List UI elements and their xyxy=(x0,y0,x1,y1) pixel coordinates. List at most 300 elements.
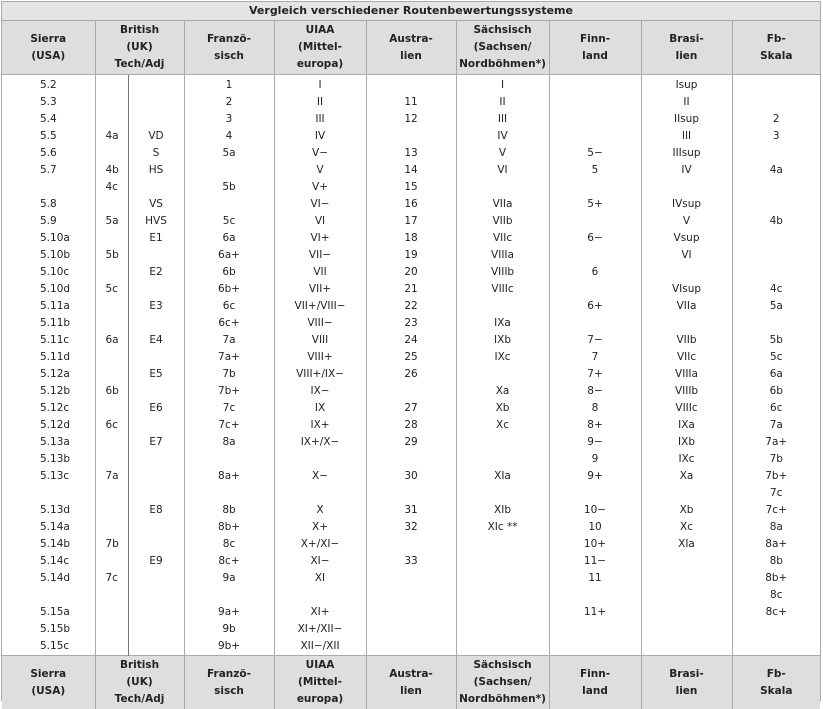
table-cell: XI+/XII− xyxy=(274,621,366,638)
table-row xyxy=(2,417,820,434)
table-cell: 5.15c xyxy=(2,638,95,656)
table-cell: S xyxy=(128,145,184,162)
header-line: Skala xyxy=(760,50,792,62)
table-cell xyxy=(366,451,456,468)
table-cell xyxy=(95,145,128,162)
table-cell: E1 xyxy=(128,230,184,247)
table-cell: 8a xyxy=(184,434,274,451)
table-cell xyxy=(184,587,274,604)
table-cell xyxy=(128,349,184,366)
table-cell: II xyxy=(456,94,549,111)
table-cell: 15 xyxy=(366,179,456,196)
table-cell xyxy=(456,553,549,570)
table-row xyxy=(2,536,820,553)
table-cell: 6a xyxy=(95,332,128,349)
table-cell: 5.12c xyxy=(2,400,95,417)
table-cell xyxy=(128,604,184,621)
table-cell: 22 xyxy=(366,298,456,315)
header-uiaa xyxy=(274,21,366,75)
table-cell: 8 xyxy=(549,400,641,417)
header-line: Tech/Adj xyxy=(115,58,165,70)
header-british xyxy=(95,21,184,75)
table-cell: E9 xyxy=(128,553,184,570)
table-cell: 5.6 xyxy=(2,145,95,162)
footer-australien xyxy=(366,656,456,709)
table-cell xyxy=(95,502,128,519)
table-cell: HVS xyxy=(128,213,184,230)
table-cell xyxy=(128,468,184,485)
table-cell: 9− xyxy=(549,434,641,451)
table-cell: 5.12b xyxy=(2,383,95,400)
table-cell: XI+ xyxy=(274,604,366,621)
table-cell: IVsup xyxy=(641,196,732,213)
table-cell xyxy=(128,570,184,587)
table-cell: 5a xyxy=(95,213,128,230)
table-cell: 9b+ xyxy=(184,638,274,656)
header-fb-skala xyxy=(732,21,820,75)
table-cell: XII−/XII xyxy=(274,638,366,656)
table-cell: VII+/VIII− xyxy=(274,298,366,315)
table-cell xyxy=(95,349,128,366)
table-cell: 5.15b xyxy=(2,621,95,638)
table-cell: VIIIb xyxy=(641,383,732,400)
table-cell: VIIIc xyxy=(641,400,732,417)
table-cell: V+ xyxy=(274,179,366,196)
table-cell: 7b xyxy=(95,536,128,553)
table-cell: 7c xyxy=(95,570,128,587)
table-row xyxy=(2,519,820,536)
table-cell: 6b xyxy=(732,383,820,400)
table-cell: VIIc xyxy=(456,230,549,247)
table-cell: 5 xyxy=(549,162,641,179)
table-row xyxy=(2,213,820,230)
footer-saechsisch xyxy=(456,656,549,709)
table-cell: V xyxy=(456,145,549,162)
table-cell xyxy=(366,128,456,145)
table-cell: 9a+ xyxy=(184,604,274,621)
header-line: (Sachsen/ xyxy=(474,676,532,688)
table-cell: 8b xyxy=(184,502,274,519)
table-cell xyxy=(456,587,549,604)
header-saechsisch xyxy=(456,21,549,75)
header-row xyxy=(2,21,820,75)
table-cell: 20 xyxy=(366,264,456,281)
table-row xyxy=(2,298,820,315)
table-row xyxy=(2,75,820,95)
header-finnland xyxy=(549,21,641,75)
table-cell: 9a xyxy=(184,570,274,587)
table-cell: IXb xyxy=(641,434,732,451)
table-cell: 10 xyxy=(549,519,641,536)
table-cell xyxy=(456,485,549,502)
table-cell: Vsup xyxy=(641,230,732,247)
table-cell xyxy=(549,621,641,638)
table-cell: 5+ xyxy=(549,196,641,213)
table-cell: IX+/X− xyxy=(274,434,366,451)
table-cell xyxy=(641,638,732,656)
table-cell xyxy=(95,604,128,621)
table-cell xyxy=(274,451,366,468)
table-cell xyxy=(549,485,641,502)
table-cell xyxy=(274,485,366,502)
table-cell: 5a xyxy=(184,145,274,162)
table-cell: 8a+ xyxy=(732,536,820,553)
table-cell: 5.13b xyxy=(2,451,95,468)
table-cell xyxy=(184,196,274,213)
table-cell xyxy=(366,638,456,656)
table-cell: 32 xyxy=(366,519,456,536)
table-cell xyxy=(732,179,820,196)
table-cell xyxy=(641,604,732,621)
table-cell: 4a xyxy=(732,162,820,179)
table-cell: 7c+ xyxy=(184,417,274,434)
table-cell: 5.11b xyxy=(2,315,95,332)
table-cell: 8c+ xyxy=(732,604,820,621)
table-cell: 6b+ xyxy=(184,281,274,298)
table-cell xyxy=(128,383,184,400)
table-cell: 5.8 xyxy=(2,196,95,213)
table-cell: 5.13d xyxy=(2,502,95,519)
table-cell: 5c xyxy=(95,281,128,298)
table-cell: 5.10b xyxy=(2,247,95,264)
table-row xyxy=(2,162,820,179)
table-cell xyxy=(128,179,184,196)
table-cell: X+/XI− xyxy=(274,536,366,553)
table-cell: 6− xyxy=(549,230,641,247)
table-cell: VIII− xyxy=(274,315,366,332)
table-cell: 16 xyxy=(366,196,456,213)
header-line: (USA) xyxy=(31,50,65,62)
table-cell xyxy=(274,587,366,604)
table-cell xyxy=(456,604,549,621)
table-row xyxy=(2,315,820,332)
table-cell: 7c xyxy=(732,485,820,502)
table-cell: IIsup xyxy=(641,111,732,128)
table-row xyxy=(2,349,820,366)
table-cell: 6c xyxy=(732,400,820,417)
table-cell xyxy=(732,196,820,213)
table-cell: 5.12a xyxy=(2,366,95,383)
table-cell xyxy=(95,264,128,281)
table-caption: Vergleich verschiedener Routenbewertungssysteme xyxy=(2,2,820,21)
table-cell: 8a+ xyxy=(184,468,274,485)
table-cell xyxy=(95,587,128,604)
table-cell: 5.14a xyxy=(2,519,95,536)
table-cell: XIa xyxy=(456,468,549,485)
table-cell: VIIc xyxy=(641,349,732,366)
header-line: Franzö- xyxy=(207,33,251,45)
table-cell: 6+ xyxy=(549,298,641,315)
table-cell: V xyxy=(274,162,366,179)
table-cell xyxy=(95,621,128,638)
table-cell: 5.15a xyxy=(2,604,95,621)
header-line: lien xyxy=(400,685,422,697)
table-cell: 6a xyxy=(184,230,274,247)
table-cell: 17 xyxy=(366,213,456,230)
header-line: Finn- xyxy=(580,33,610,45)
table-cell: V− xyxy=(274,145,366,162)
table-cell xyxy=(456,434,549,451)
table-row xyxy=(2,587,820,604)
table-cell xyxy=(128,587,184,604)
table-row xyxy=(2,196,820,213)
table-cell: 8a xyxy=(732,519,820,536)
table-cell: III xyxy=(641,128,732,145)
table-cell: II xyxy=(641,94,732,111)
header-line: Sächsisch xyxy=(473,24,531,36)
table-cell: 7+ xyxy=(549,366,641,383)
table-cell xyxy=(128,638,184,656)
table-cell: VIII+ xyxy=(274,349,366,366)
table-cell xyxy=(2,179,95,196)
table-cell: 4b xyxy=(95,162,128,179)
table-cell: 5− xyxy=(549,145,641,162)
table-cell: VIsup xyxy=(641,281,732,298)
header-line: sisch xyxy=(214,685,244,697)
table-row xyxy=(2,468,820,485)
table-cell: VIIIb xyxy=(456,264,549,281)
table-cell: VIIa xyxy=(641,298,732,315)
table-cell: VI xyxy=(274,213,366,230)
table-cell: VIII+/IX− xyxy=(274,366,366,383)
table-cell xyxy=(641,587,732,604)
table-row xyxy=(2,111,820,128)
table-cell: VII+ xyxy=(274,281,366,298)
table-cell: IXc xyxy=(456,349,549,366)
table-cell: Xc xyxy=(641,519,732,536)
header-line: British xyxy=(120,659,159,671)
table-cell: 30 xyxy=(366,468,456,485)
table-cell xyxy=(184,162,274,179)
table-cell xyxy=(641,570,732,587)
table-cell xyxy=(366,587,456,604)
table-cell: E8 xyxy=(128,502,184,519)
table-cell: E2 xyxy=(128,264,184,281)
table-cell: VI− xyxy=(274,196,366,213)
header-line: (Sachsen/ xyxy=(474,41,532,53)
table-cell xyxy=(95,434,128,451)
table-row xyxy=(2,247,820,264)
table-cell xyxy=(184,451,274,468)
header-line: Fb- xyxy=(767,33,786,45)
table-cell xyxy=(549,587,641,604)
table-row xyxy=(2,128,820,145)
table-row xyxy=(2,604,820,621)
grading-comparison-table-frame xyxy=(1,1,821,701)
table-cell xyxy=(366,536,456,553)
table-row xyxy=(2,332,820,349)
table-cell xyxy=(641,621,732,638)
table-cell: 5.5 xyxy=(2,128,95,145)
header-line: (Mittel- xyxy=(298,41,342,53)
table-cell xyxy=(366,621,456,638)
table-cell: 24 xyxy=(366,332,456,349)
table-cell: III xyxy=(274,111,366,128)
table-cell xyxy=(732,94,820,111)
table-cell: 8c xyxy=(184,536,274,553)
table-cell: 11+ xyxy=(549,604,641,621)
table-cell xyxy=(549,179,641,196)
header-line: Brasi- xyxy=(669,33,703,45)
table-cell: 5.7 xyxy=(2,162,95,179)
table-row xyxy=(2,179,820,196)
table-cell: IX− xyxy=(274,383,366,400)
table-cell xyxy=(549,94,641,111)
table-cell xyxy=(641,179,732,196)
table-cell: IV xyxy=(456,128,549,145)
table-cell: 7b+ xyxy=(184,383,274,400)
table-row xyxy=(2,451,820,468)
table-cell: 7− xyxy=(549,332,641,349)
table-cell xyxy=(549,281,641,298)
table-cell: 8b+ xyxy=(732,570,820,587)
table-cell: 3 xyxy=(732,128,820,145)
header-line: land xyxy=(582,50,608,62)
table-cell: HS xyxy=(128,162,184,179)
table-cell xyxy=(732,230,820,247)
table-cell xyxy=(549,75,641,95)
table-cell: 8b+ xyxy=(184,519,274,536)
table-cell xyxy=(95,519,128,536)
table-cell xyxy=(366,604,456,621)
table-cell xyxy=(128,451,184,468)
table-cell: Xb xyxy=(456,400,549,417)
table-cell: 5c xyxy=(184,213,274,230)
table-cell: 9b xyxy=(184,621,274,638)
table-cell xyxy=(2,485,95,502)
table-cell xyxy=(95,196,128,213)
table-cell xyxy=(95,638,128,656)
header-line: Sierra xyxy=(30,33,66,45)
footer-finnland xyxy=(549,656,641,709)
header-line: Brasi- xyxy=(669,668,703,680)
table-cell: E7 xyxy=(128,434,184,451)
table-cell: 5.11d xyxy=(2,349,95,366)
table-row xyxy=(2,383,820,400)
table-cell: III xyxy=(456,111,549,128)
table-cell xyxy=(366,383,456,400)
table-cell: 4c xyxy=(732,281,820,298)
table-cell: 8− xyxy=(549,383,641,400)
header-line: (UK) xyxy=(126,676,152,688)
header-franzoesisch xyxy=(184,21,274,75)
table-cell: 7a xyxy=(95,468,128,485)
header-line: (USA) xyxy=(31,685,65,697)
table-cell: 10+ xyxy=(549,536,641,553)
header-line: sisch xyxy=(214,50,244,62)
header-line: lien xyxy=(676,50,698,62)
table-cell xyxy=(641,315,732,332)
header-line: UIAA xyxy=(306,659,335,671)
table-cell xyxy=(456,638,549,656)
table-cell xyxy=(128,111,184,128)
table-cell xyxy=(95,400,128,417)
table-cell xyxy=(641,485,732,502)
header-line: Franzö- xyxy=(207,668,251,680)
table-cell: VIIIc xyxy=(456,281,549,298)
header-line: Austra- xyxy=(389,33,433,45)
header-line: Skala xyxy=(760,685,792,697)
table-cell: IV xyxy=(274,128,366,145)
table-cell xyxy=(95,75,128,95)
table-cell: X− xyxy=(274,468,366,485)
table-row xyxy=(2,145,820,162)
table-cell: Isup xyxy=(641,75,732,95)
table-cell: XI− xyxy=(274,553,366,570)
table-cell xyxy=(95,553,128,570)
table-cell: 5.14c xyxy=(2,553,95,570)
table-cell: 7a xyxy=(184,332,274,349)
footer-brasilien xyxy=(641,656,732,709)
table-cell xyxy=(456,570,549,587)
table-cell: 25 xyxy=(366,349,456,366)
table-cell: 7c+ xyxy=(732,502,820,519)
table-cell: 6c xyxy=(184,298,274,315)
table-cell xyxy=(732,145,820,162)
table-cell xyxy=(732,75,820,95)
table-cell: IV xyxy=(641,162,732,179)
header-line: europa) xyxy=(297,58,343,70)
table-cell: IXa xyxy=(641,417,732,434)
table-row xyxy=(2,553,820,570)
table-cell: 6 xyxy=(549,264,641,281)
table-cell: XIa xyxy=(641,536,732,553)
table-cell: 1 xyxy=(184,75,274,95)
table-cell: XI xyxy=(274,570,366,587)
table-body xyxy=(2,75,820,656)
table-row xyxy=(2,621,820,638)
table-cell: 7c xyxy=(184,400,274,417)
table-cell xyxy=(366,75,456,95)
table-cell: IXc xyxy=(641,451,732,468)
table-cell: 9+ xyxy=(549,468,641,485)
table-cell xyxy=(95,111,128,128)
table-cell: X xyxy=(274,502,366,519)
table-cell: 27 xyxy=(366,400,456,417)
header-line: British xyxy=(120,24,159,36)
table-cell: 14 xyxy=(366,162,456,179)
table-cell: VIII xyxy=(274,332,366,349)
table-cell: IX xyxy=(274,400,366,417)
table-cell: VI xyxy=(641,247,732,264)
table-cell: 13 xyxy=(366,145,456,162)
table-cell xyxy=(128,519,184,536)
header-line: Finn- xyxy=(580,668,610,680)
table-cell: VIIIa xyxy=(641,366,732,383)
table-cell xyxy=(549,247,641,264)
header-line: Nordböhmen*) xyxy=(459,693,546,705)
table-cell: 5.4 xyxy=(2,111,95,128)
table-cell: 5.3 xyxy=(2,94,95,111)
table-cell: E4 xyxy=(128,332,184,349)
table-cell: Xa xyxy=(456,383,549,400)
table-cell xyxy=(128,417,184,434)
table-cell: 5b xyxy=(732,332,820,349)
table-cell xyxy=(732,621,820,638)
table-cell: 6c+ xyxy=(184,315,274,332)
table-cell xyxy=(95,485,128,502)
table-cell: 6b xyxy=(95,383,128,400)
footer-fb-skala xyxy=(732,656,820,709)
table-cell: 7 xyxy=(549,349,641,366)
table-cell: 5.13c xyxy=(2,468,95,485)
table-cell xyxy=(2,587,95,604)
table-cell: 6b xyxy=(184,264,274,281)
table-cell: VIIb xyxy=(641,332,732,349)
table-row xyxy=(2,485,820,502)
table-cell xyxy=(549,213,641,230)
table-cell xyxy=(732,638,820,656)
